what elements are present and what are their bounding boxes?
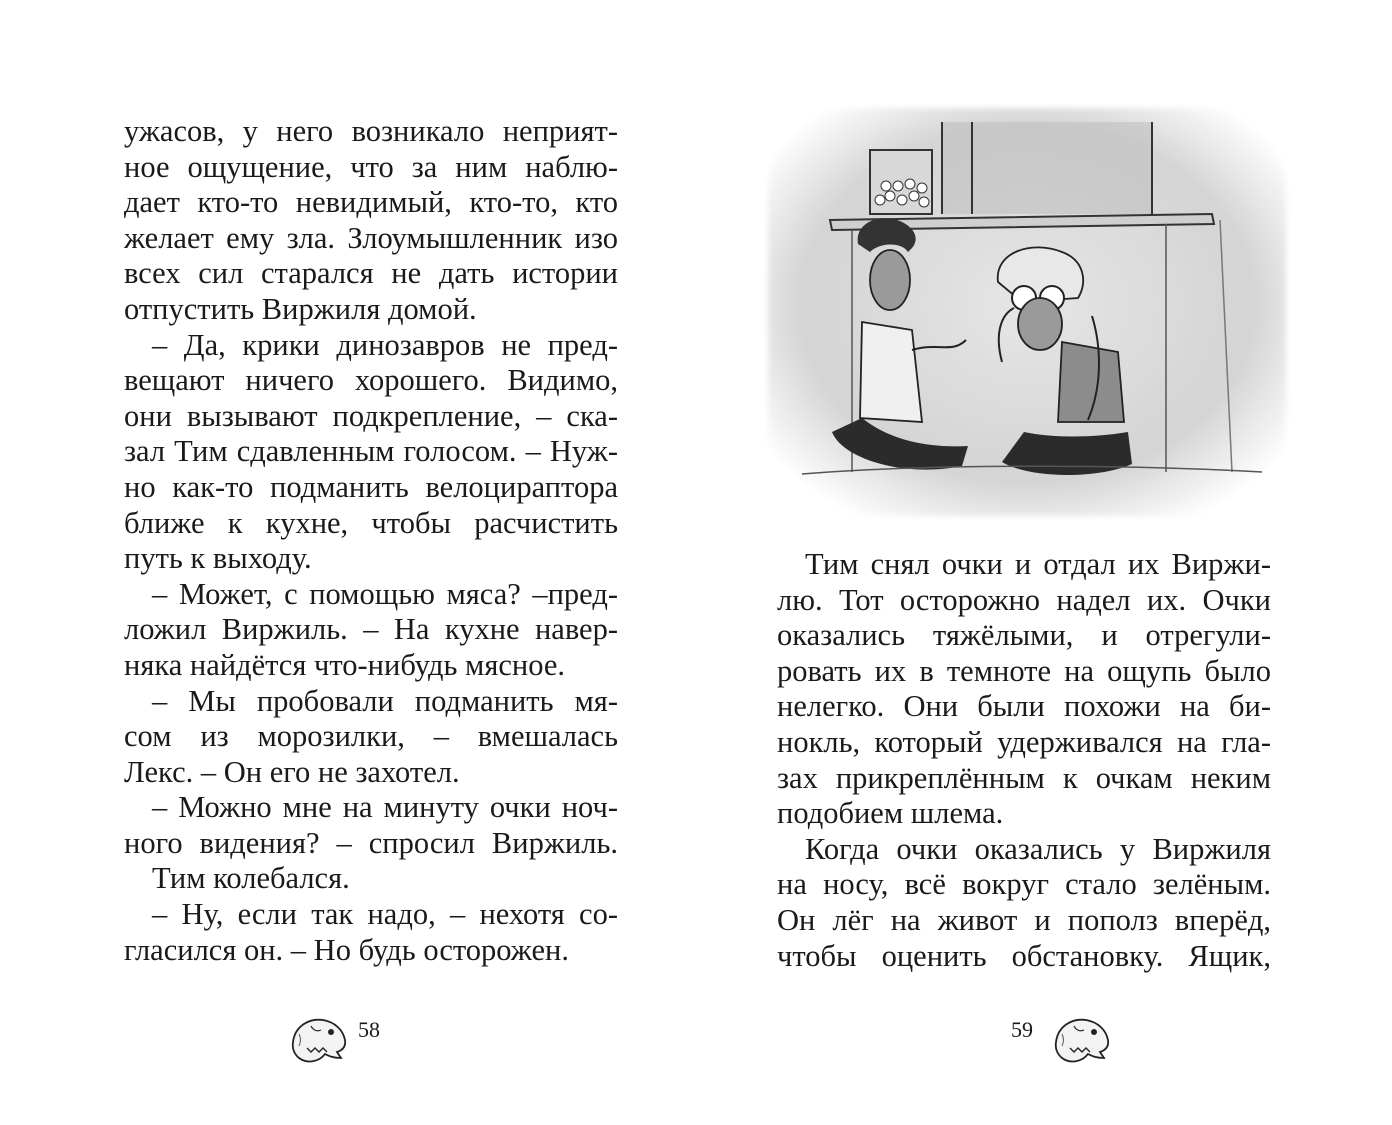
- text-line: Лекс. – Он его не захотел.: [124, 754, 460, 789]
- page-number-left: 58: [358, 1017, 380, 1042]
- text-line: чтобы оценить обстановку. Ящик,: [777, 938, 1271, 973]
- text-line: ужасов, у него возникало неприят-: [124, 114, 618, 148]
- text-line: нелегко. Они были похожи на би-: [777, 689, 1271, 724]
- text-line: всех сил старался не дать истории: [124, 256, 618, 291]
- text-line: ложил Виржиль. – На кухне навер-: [124, 612, 618, 647]
- text-line: но как-то подманить велоцираптора: [124, 469, 618, 504]
- text-line: отпустить Виржиля домой.: [124, 291, 477, 326]
- text-line: – Можно мне на минуту очки ноч-: [152, 790, 618, 825]
- text-line: лю. Тот осторожно надел их. Очки: [777, 582, 1271, 617]
- illustration: [762, 102, 1292, 522]
- text-line: ровать их в темноте на ощупь было: [777, 653, 1271, 688]
- text-line: путь к выходу.: [124, 541, 312, 576]
- text-line: ного видения? – спросил Виржиль.: [124, 825, 618, 860]
- text-line: ное ощущение, что за ним наблю-: [124, 149, 618, 184]
- text-line: – Да, крики динозавров не пред-: [152, 327, 618, 362]
- text-line: Тим снял очки и отдал их Виржи-: [805, 547, 1271, 581]
- dinosaur-head-icon: [1052, 1012, 1114, 1068]
- text-line: Он лёг на живот и пополз вперёд,: [777, 902, 1271, 937]
- text-line: сом из морозилки, – вмешалась: [124, 719, 618, 754]
- text-line: Когда очки оказались у Виржиля: [805, 831, 1271, 866]
- text-line: зах прикреплённым к очкам неким: [777, 760, 1271, 795]
- text-line: няка найдётся что-нибудь мясное.: [124, 647, 566, 682]
- text-line: вещают ничего хорошего. Видимо,: [124, 363, 618, 398]
- left-page-text: [124, 114, 618, 968]
- text-line: зал Тим сдавленным голосом. – Нуж-: [124, 434, 618, 469]
- dinosaur-head-icon: [289, 1012, 351, 1068]
- page-number-right: 59: [1011, 1017, 1033, 1042]
- text-line: ближе к кухне, чтобы расчистить: [124, 505, 618, 540]
- text-line: желает ему зла. Злоумышленник изо: [124, 220, 618, 255]
- text-line: – Может, с помощью мяса? –пред-: [152, 576, 618, 611]
- text-line: на носу, всё вокруг стало зелёным.: [777, 867, 1271, 902]
- text-line: Тим колебался.: [152, 861, 350, 896]
- text-line: – Мы пробовали подманить мя-: [152, 683, 618, 718]
- text-line: – Ну, если так надо, – нехотя со-: [152, 897, 618, 932]
- text-line: нокль, который удерживался на гла-: [777, 724, 1271, 759]
- text-line: подобием шлема.: [777, 796, 1004, 831]
- text-line: дает кто-то невидимый, кто-то, кто: [124, 185, 618, 220]
- right-page-text: [777, 547, 1271, 974]
- text-line: они вызывают подкрепление, – ска-: [124, 398, 618, 433]
- text-line: гласился он. – Но будь осторожен.: [124, 932, 569, 967]
- text-line: оказались тяжёлыми, и отрегули-: [777, 618, 1271, 653]
